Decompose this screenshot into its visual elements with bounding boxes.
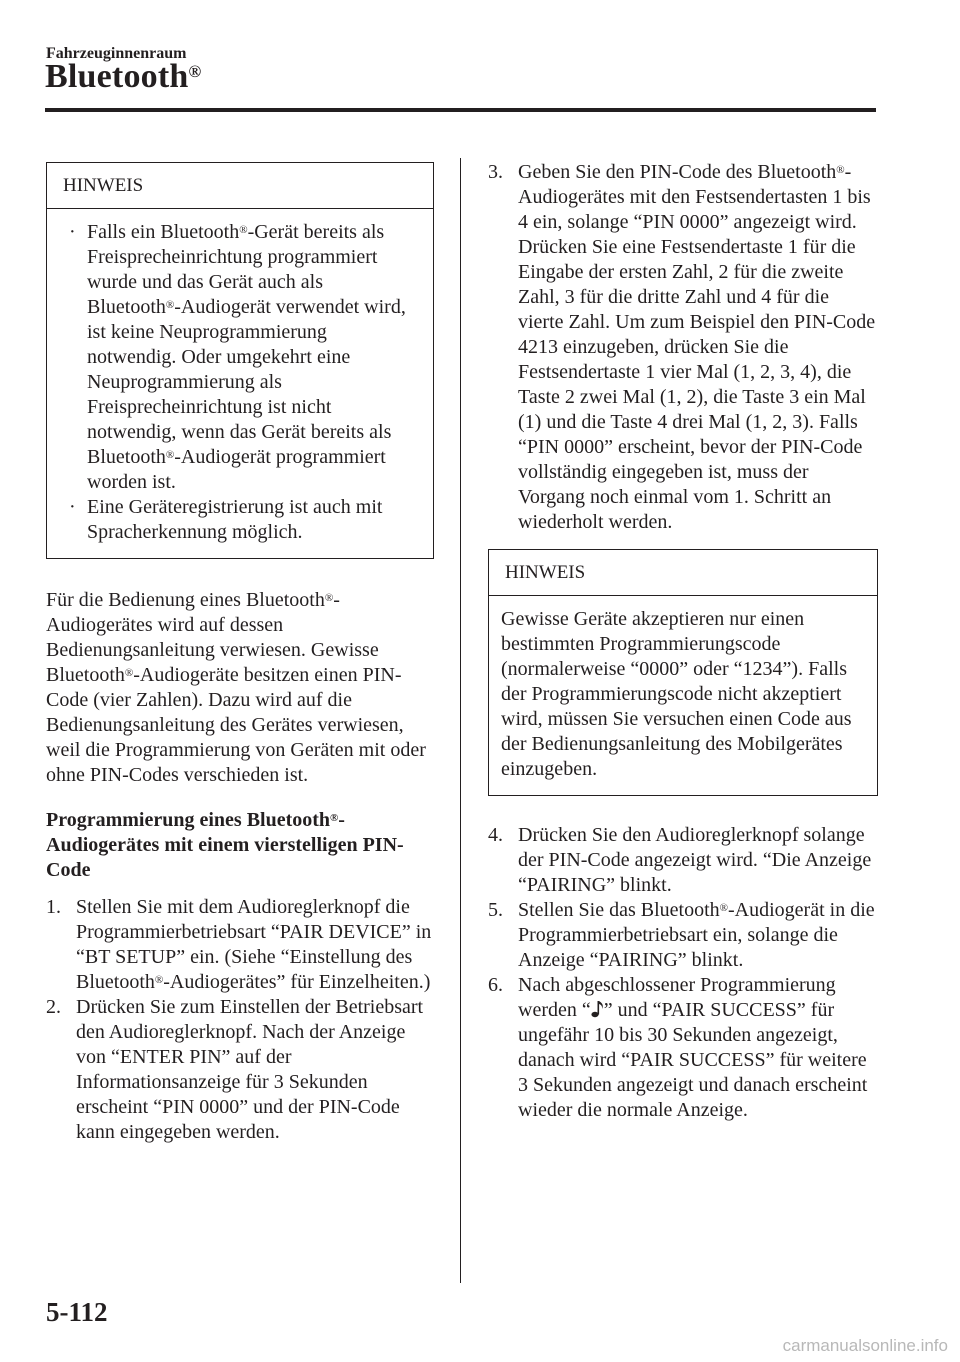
note-box: [488, 549, 878, 796]
right-column: [488, 160, 878, 1123]
chapter-title: [45, 58, 201, 96]
steps-list-right-top: [488, 160, 878, 535]
left-column: [46, 162, 434, 1145]
note-title: HINWEIS: [489, 550, 877, 596]
note-bullet: [59, 495, 421, 545]
registered-mark: ®: [124, 667, 134, 679]
note-bullet-text: Eine Geräteregistrierung ist auch mit Spracherkennung möglich.: [87, 496, 383, 543]
step-text-after-icon: ” und “PAIR SUCCESS” für ungefähr 10 bis 30 Sekunden angezeigt, danach wird “PAIR SUCCESS” für weitere 3 Sekunden angezeigt und danach erscheint wieder die normale Anzeige.: [518, 999, 868, 1121]
step-number: 1.: [46, 896, 61, 918]
note-text: Gewisse Geräte akzeptieren nur einen bestimmten Programmierungscode (normalerweise “0000” oder “1234”). Falls der Programmierungscode nicht akzeptiert wird, müssen Sie versuchen einen Code aus der Bedienungsanleitung des Mobilgerätes einzugeben.: [501, 608, 852, 780]
page-number: 5-112: [46, 1297, 108, 1327]
step-item: [488, 823, 878, 898]
registered-mark: ®: [165, 299, 175, 311]
bullet-dot: ·: [69, 221, 76, 243]
step-item: [46, 995, 434, 1145]
column-divider: [460, 158, 461, 1283]
watermark: carmanualsonline.info: [782, 1336, 948, 1355]
bullet-dot: ·: [69, 496, 76, 518]
step-text: Stellen Sie das Bluetooth®-Audiogerät in die Programmierbetriebsart ein, solange die Anzeige “PAIRING” blinkt.: [518, 899, 875, 971]
registered-mark: ®: [239, 224, 248, 236]
step-text: Geben Sie den PIN-Code des Bluetooth®-Audiogerätes mit den Festsendertasten 1 bis 4 ein, solange “PIN 0000” angezeigt wird. Drücken Sie eine Festsendertaste 1 für die Eingabe der ersten Zahl, 2 für die zweite Zahl, 3 für die dritte Zahl und 4 für die vierte Zahl. Um zum Beispiel den PIN-Code 4213 einzugeben, drücken Sie die Festsendertaste 1 vier Mal (1, 2, 3, 4), die Taste 2 zwei Mal (1, 2), die Taste 3 ein Mal (1) und die Taste 4 drei Mal (1, 2, 3). Falls “PIN 0000” erscheint, bevor der PIN-Code vollständig eingegeben ist, muss der Vorgang noch einmal vom 1. Schritt an wiederholt werden.: [518, 161, 876, 533]
steps-list-right: [488, 823, 878, 1123]
intro-paragraph: Für die Bedienung eines Bluetooth®-Audiogerätes wird auf dessen Bedienungsanleitung verwiesen. Gewisse Bluetooth®-Audiogeräte besitzen einen PIN-Code (vier Zahlen). Dazu wird auf die Bedienungsanleitung des Gerätes verwiesen, weil die Programmierung von Geräten mit oder ohne PIN-Codes verschieden ist.: [46, 589, 426, 786]
step-number: 3.: [488, 161, 503, 183]
note-bullet: [59, 220, 421, 495]
note-title: HINWEIS: [47, 163, 433, 209]
step-number: 6.: [488, 974, 503, 996]
step-item: [46, 895, 434, 995]
step-item: [488, 160, 878, 535]
registered-mark: ®: [165, 449, 175, 461]
chapter-title-text: Bluetooth: [45, 58, 189, 95]
registered-mark: ®: [324, 592, 334, 604]
header-rule: [45, 108, 876, 112]
step-item: [488, 898, 878, 973]
step-text-before-icon: Nach abgeschlossener Programmierung werden “: [518, 974, 836, 1021]
step-number: 2.: [46, 996, 61, 1018]
step-text: Stellen Sie mit dem Audioreglerknopf die Programmierbetriebsart “PAIR DEVICE” in “BT SETUP” ein. (Siehe “Einstellung des Bluetooth®-Audiogerätes” für Einzelheiten.): [76, 896, 432, 993]
step-text: Drücken Sie den Audioreglerknopf solange der PIN-Code angezeigt wird. “Die Anzeige “PAIRING” blinkt.: [518, 824, 872, 896]
note-body: [489, 596, 877, 795]
section-label: Fahrzeuginnenraum: [46, 45, 187, 62]
section-heading: Programmierung eines Bluetooth®-Audiogerätes mit einem vierstelligen PIN-Code: [46, 809, 404, 881]
steps-list-left: [46, 895, 434, 1145]
registered-mark: ®: [330, 812, 339, 824]
step-item: [488, 973, 878, 1123]
note-body: [47, 209, 433, 558]
step-number: 4.: [488, 824, 503, 846]
registered-mark: ®: [154, 974, 164, 986]
registered-mark: ®: [188, 62, 202, 81]
note-bullet-text: Falls ein Bluetooth®-Gerät bereits als Freisprecheinrichtung programmiert wurde und das Gerät auch als Bluetooth®-Audiogerät verwendet wird, ist keine Neuprogrammierung notwendig. Oder umgekehrt eine Neuprogrammierung als Freisprecheinrichtung ist nicht notwendig, wenn das Gerät bereits als Bluetooth®-Audiogerät programmiert worden ist.: [87, 221, 406, 493]
step-number: 5.: [488, 899, 503, 921]
music-note-icon: [591, 1000, 604, 1018]
note-box: [46, 162, 434, 559]
step-text: Drücken Sie zum Einstellen der Betriebsart den Audioreglerknopf. Nach der Anzeige von “ENTER PIN” auf der Informationsanzeige für 3 Sekunden erscheint “PIN 0000” und der PIN-Code kann eingegeben werden.: [76, 996, 424, 1143]
registered-mark: ®: [719, 902, 729, 914]
registered-mark: ®: [836, 164, 845, 176]
